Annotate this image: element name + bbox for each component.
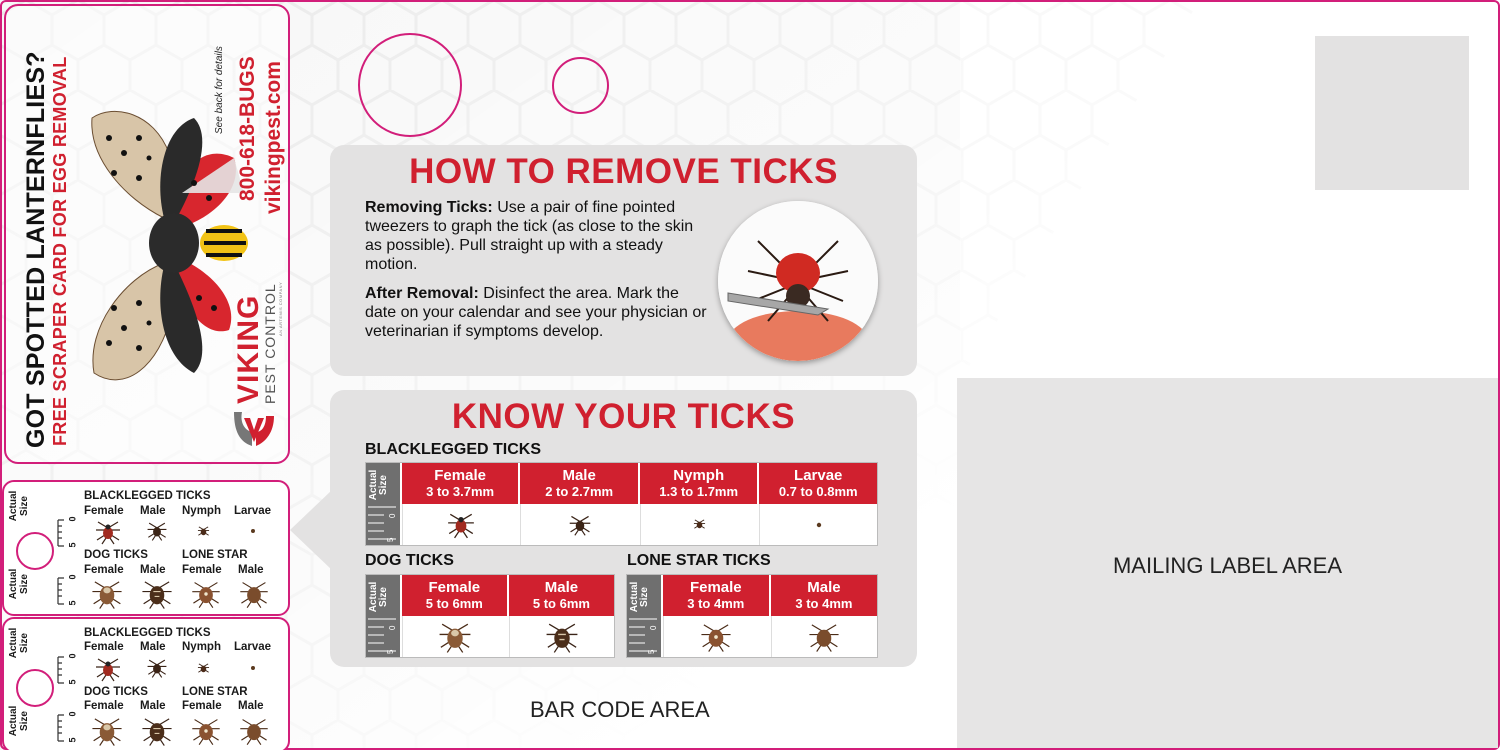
actual-size-label: Actual Size: [368, 469, 389, 501]
mailing-label-text: MAILING LABEL AREA: [1112, 553, 1343, 578]
mini-dog-heading: DOG TICKS: [84, 549, 148, 561]
brand-subtitle: PEST CONTROL: [262, 283, 278, 404]
lone-star-table: [626, 574, 878, 658]
mini-ruler-zero-2: 0: [67, 711, 78, 717]
mini-ruler-zero: 0: [67, 516, 78, 522]
tick-icon: [699, 620, 733, 654]
know-ticks-title: KNOW YOUR TICKS: [451, 397, 796, 436]
lone-star-female: [661, 575, 769, 657]
blacklegged-table: [365, 462, 878, 546]
mini-label: Male: [140, 564, 166, 576]
mini-ruler-five-2: 5: [67, 600, 78, 606]
col-size: 0.7 to 0.8mm: [778, 484, 858, 499]
tick-icon: [146, 520, 168, 542]
tick-icon: [807, 620, 841, 654]
mini-label: Female: [84, 700, 124, 712]
tick-icon: [140, 576, 174, 612]
mini-label: Larvae: [234, 641, 272, 653]
ruler-column: [366, 575, 400, 657]
after-removal-paragraph: [365, 284, 710, 341]
ruler-column: [627, 575, 661, 657]
mini-ruler-zero: 0: [67, 653, 78, 659]
after-removal-text: Disinfect the area. Mark the date on your calendar and see your physician or veterinarian if symptoms develop.: [365, 285, 707, 340]
ruler-icon: [627, 617, 661, 657]
scraper-title: GOT SPOTTED LANTERNFLIES?: [22, 51, 50, 448]
know-ticks-panel: [330, 390, 917, 667]
col-size: 2 to 2.7mm: [545, 484, 614, 499]
mini-label: Nymph: [182, 505, 221, 517]
see-back-note: See back for details: [214, 46, 225, 134]
mini-actual-size-label: Actual Size: [8, 627, 30, 659]
tick-icon: [94, 655, 122, 683]
brand-name: VIKING: [232, 294, 265, 404]
mini-dog-heading: DOG TICKS: [84, 686, 148, 698]
mini-label: Female: [84, 505, 124, 517]
mini-ruler-five-2: 5: [67, 737, 78, 743]
mini-label: Male: [140, 505, 166, 517]
remove-ticks-panel: [330, 145, 917, 376]
after-removal-label: After Removal:: [365, 285, 479, 302]
ruler-five: 5: [386, 537, 395, 542]
panel-pointer: [290, 490, 332, 570]
remove-ticks-text: [365, 198, 710, 351]
mini-label: Male: [140, 641, 166, 653]
blacklegged-female: [400, 463, 519, 545]
tick-icon: [190, 578, 222, 610]
mini-tick-card-2: [2, 617, 290, 750]
tick-icon: [544, 618, 580, 656]
col-size: 3 to 4mm: [795, 596, 853, 611]
mailing-label-area: [957, 378, 1498, 748]
col-size: 1.3 to 1.7mm: [659, 484, 739, 499]
col-size: 3 to 4mm: [687, 596, 745, 611]
viking-helmet-logo: [230, 402, 278, 450]
tick-icon: [816, 522, 822, 528]
tick-icon: [568, 513, 592, 537]
blacklegged-heading: BLACKLEGGED TICKS: [365, 441, 541, 458]
ruler-zero: 0: [649, 625, 658, 630]
postage-stamp-area: [1315, 36, 1469, 190]
phone-number[interactable]: 800-618-BUGS: [236, 56, 259, 201]
scraper-subtitle: FREE SCRAPER CARD FOR EGG REMOVAL: [50, 56, 70, 446]
tick-icon: [190, 715, 222, 747]
blacklegged-larvae: [757, 463, 877, 545]
col-name: Female: [428, 579, 481, 596]
mini-ruler-five: 5: [67, 542, 78, 548]
blacklegged-male: [518, 463, 638, 545]
tick-icon: [250, 528, 256, 534]
dog-ticks-heading: DOG TICKS: [365, 552, 454, 569]
mini-tick-card-1: [2, 480, 290, 616]
col-size: 5 to 6mm: [532, 596, 590, 611]
mini-label: Male: [238, 564, 264, 576]
mini-blacklegged-heading: BLACKLEGGED TICKS: [84, 490, 211, 502]
col-size: 5 to 6mm: [425, 596, 483, 611]
website-link[interactable]: vikingpest.com: [262, 61, 285, 214]
actual-size-label: Actual Size: [629, 581, 650, 613]
mini-lonestar-heading: LONE STAR: [182, 549, 248, 561]
ruler-five: 5: [647, 649, 656, 654]
decorative-circle-large: [358, 33, 462, 137]
mini-lonestar-heading: LONE STAR: [182, 686, 248, 698]
tick-icon: [446, 509, 476, 541]
removing-label: Removing Ticks:: [365, 199, 493, 216]
tick-icon: [146, 657, 168, 679]
tick-icon: [94, 518, 122, 546]
mini-label: Female: [84, 641, 124, 653]
brand-affiliation: AN ARTEMIS COMPANY: [278, 281, 283, 336]
tick-icon: [197, 662, 210, 675]
actual-size-label: Actual Size: [368, 581, 389, 613]
tick-icon: [90, 576, 124, 612]
mini-actual-size-label: Actual Size: [8, 490, 30, 522]
mini-label: Male: [238, 700, 264, 712]
dog-ticks-table: [365, 574, 615, 658]
mini-ruler-five: 5: [67, 679, 78, 685]
col-name: Nymph: [673, 467, 725, 484]
tick-icon: [197, 525, 210, 538]
removing-text: Use a pair of fine pointed tweezers to graph the tick (as close to the skin as possible). Pull straight up with a steady motion.: [365, 199, 694, 273]
bar-code-area: BAR CODE AREA: [530, 697, 710, 722]
mini-actual-size-label-2: Actual Size: [8, 705, 30, 737]
mini-label: Male: [140, 700, 166, 712]
col-name: Female: [689, 579, 742, 596]
tick-icon: [90, 713, 124, 749]
tick-icon: [693, 518, 706, 531]
removing-paragraph: [365, 198, 710, 274]
lanternfly-image: [84, 98, 254, 398]
tick-icon: [140, 713, 174, 749]
ruler-zero: 0: [388, 513, 397, 518]
col-name: Male: [807, 579, 841, 596]
tick-icon: [437, 618, 473, 656]
col-size: 3 to 3.7mm: [426, 484, 495, 499]
col-name: Female: [434, 467, 486, 484]
remove-ticks-title: HOW TO REMOVE TICKS: [409, 152, 838, 191]
ruler-five: 5: [386, 649, 395, 654]
ruler-icon: [366, 505, 400, 545]
ruler-zero: 0: [388, 625, 397, 630]
dog-male: [507, 575, 614, 657]
mini-label: Female: [182, 700, 222, 712]
mini-label: Female: [182, 564, 222, 576]
scraper-card: [4, 4, 290, 464]
lone-star-male: [769, 575, 877, 657]
tick-icon: [250, 665, 256, 671]
tick-icon: [238, 578, 270, 610]
tick-icon: [238, 715, 270, 747]
col-name: Male: [544, 579, 579, 596]
mini-actual-size-label-2: Actual Size: [8, 568, 30, 600]
decorative-circle-small: [552, 57, 609, 114]
tick-removal-photo: [718, 201, 878, 361]
col-name: Larvae: [794, 467, 843, 484]
lone-star-heading: LONE STAR TICKS: [627, 552, 771, 569]
col-name: Male: [562, 467, 596, 484]
mini-label: Nymph: [182, 641, 221, 653]
mini-ruler-zero-2: 0: [67, 574, 78, 580]
mini-blacklegged-heading: BLACKLEGGED TICKS: [84, 627, 211, 639]
mini-label: Larvae: [234, 505, 272, 517]
ruler-column: [366, 463, 400, 545]
blacklegged-nymph: [638, 463, 758, 545]
mini-label: Female: [84, 564, 124, 576]
dog-female: [400, 575, 507, 657]
ruler-icon: [366, 617, 400, 657]
